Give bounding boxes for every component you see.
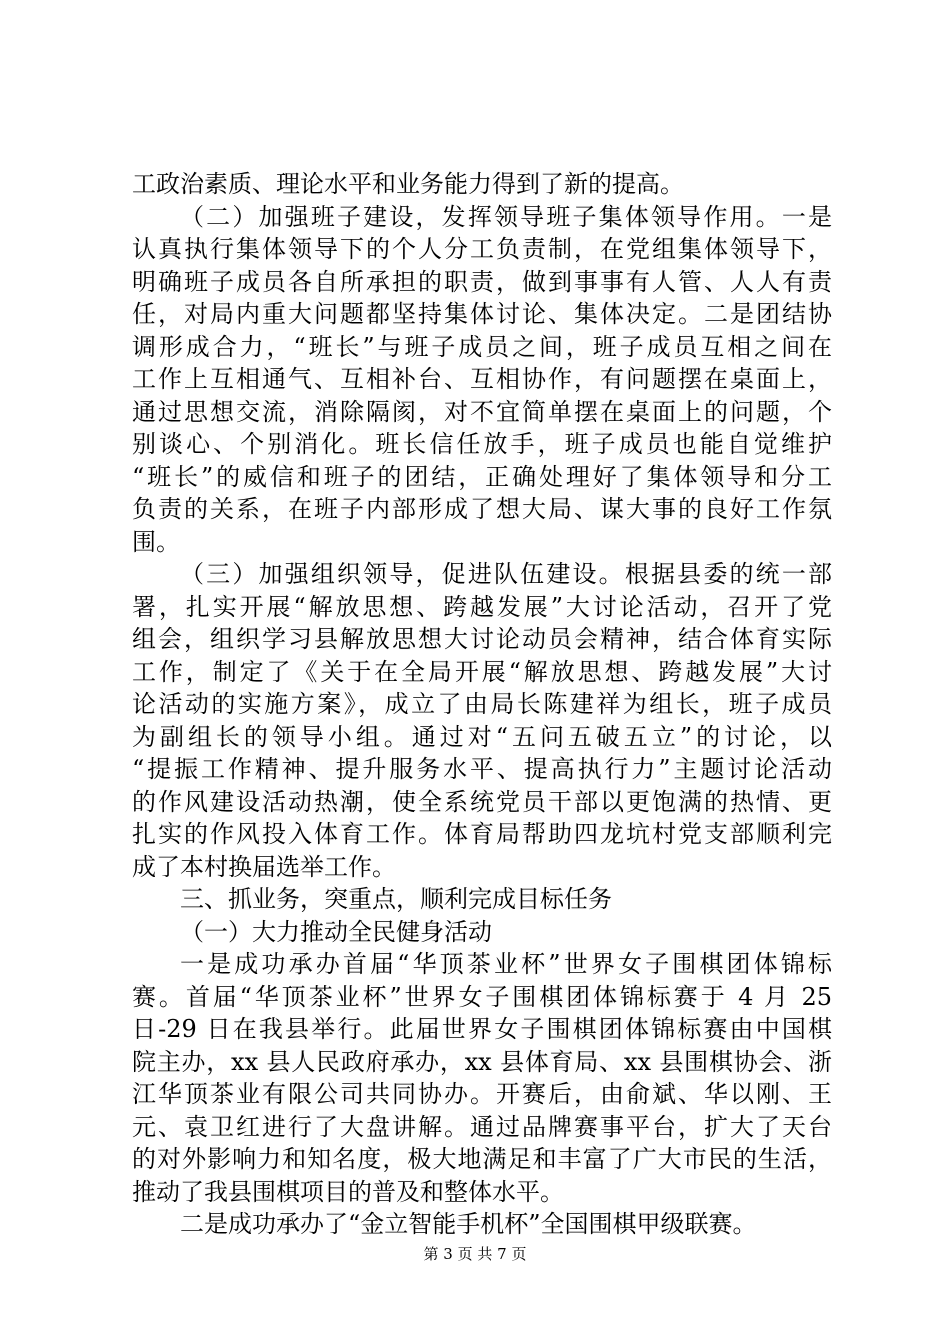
text-line: 通过思想交流，消除隔阂，对不宜简单摆在桌面上的问题，个 <box>132 397 832 426</box>
text-line: 围。 <box>132 527 180 556</box>
text-line: 三、抓业务，突重点，顺利完成目标任务 <box>180 885 612 913</box>
text-line: 扎实的作风投入体育工作。体育局帮助四龙坑村党支部顺利完 <box>132 820 832 848</box>
text-line: 明确班子成员各自所承担的职责，做到事事有人管、人人有责 <box>132 267 832 296</box>
text-line: 江华顶茶业有限公司共同协办。开赛后，由俞斌、华以刚、王 <box>132 1080 832 1108</box>
text-line: “班长”的威信和班子的团结，正确处理好了集体领导和分工 <box>132 462 832 491</box>
text-line: 工作上互相通气、互相补台、互相协作，有问题摆在桌面上， <box>132 365 832 393</box>
text-line: （三）加强组织领导，促进队伍建设。根据县委的统一部 <box>180 560 832 588</box>
text-line: 为副组长的领导小组。通过对“五问五破五立”的讨论，以 <box>132 722 832 751</box>
text-line: 任，对局内重大问题都坚持集体讨论、集体决定。二是团结协 <box>132 300 832 328</box>
text-line: 认真执行集体领导下的个人分工负责制，在党组集体领导下， <box>132 235 832 263</box>
text-line: 别谈心、个别消化。班长信任放手，班子成员也能自觉维护 <box>132 430 832 458</box>
text-line: 二是成功承办了“金立智能手机杯”全国围棋甲级联赛。 <box>180 1210 757 1238</box>
text-line: （二）加强班子建设，发挥领导班子集体领导作用。一是 <box>180 202 832 231</box>
text-line: 调形成合力，“班长”与班子成员之间，班子成员互相之间在 <box>132 332 832 361</box>
text-line: 日-29 日在我县举行。此届世界女子围棋团体锦标赛由中国棋 <box>132 1015 832 1043</box>
document-body <box>132 168 832 1241</box>
text-line: 赛。首届“华顶茶业杯”世界女子围棋团体锦标赛于 4 月 25 <box>132 982 832 1011</box>
text-line: 组会，组织学习县解放思想大讨论动员会精神，结合体育实际 <box>132 625 832 653</box>
text-line: 元、袁卫红进行了大盘讲解。通过品牌赛事平台，扩大了天台 <box>132 1112 832 1141</box>
text-line: （一）大力推动全民健身活动 <box>180 917 492 946</box>
text-line: 一是成功承办首届“华顶茶业杯”世界女子围棋团体锦标 <box>180 950 832 978</box>
text-line: 院主办，xx 县人民政府承办，xx 县体育局、xx 县围棋协会、浙 <box>132 1047 832 1076</box>
text-line: 工作，制定了《关于在全局开展“解放思想、跨越发展”大讨 <box>132 657 832 686</box>
text-line: “提振工作精神、提升服务水平、提高执行力”主题讨论活动 <box>132 755 832 783</box>
text-line: 论活动的实施方案》，成立了由局长陈建祥为组长，班子成员 <box>132 690 832 718</box>
text-line: 的对外影响力和知名度，极大地满足和丰富了广大市民的生活， <box>132 1145 832 1173</box>
text-line: 成了本村换届选举工作。 <box>132 852 396 881</box>
text-line: 负责的关系，在班子内部形成了想大局、谋大事的良好工作氛 <box>132 495 832 523</box>
text-line: 推动了我县围棋项目的普及和整体水平。 <box>132 1177 564 1206</box>
text-line: 工政治素质、理论水平和业务能力得到了新的提高。 <box>132 170 684 198</box>
text-line: 署，扎实开展“解放思想、跨越发展”大讨论活动，召开了党 <box>132 592 832 621</box>
text-line: 的作风建设活动热潮，使全系统党员干部以更饱满的热情、更 <box>132 787 832 816</box>
page-footer: 第 3 页 共 7 页 <box>423 1245 527 1263</box>
